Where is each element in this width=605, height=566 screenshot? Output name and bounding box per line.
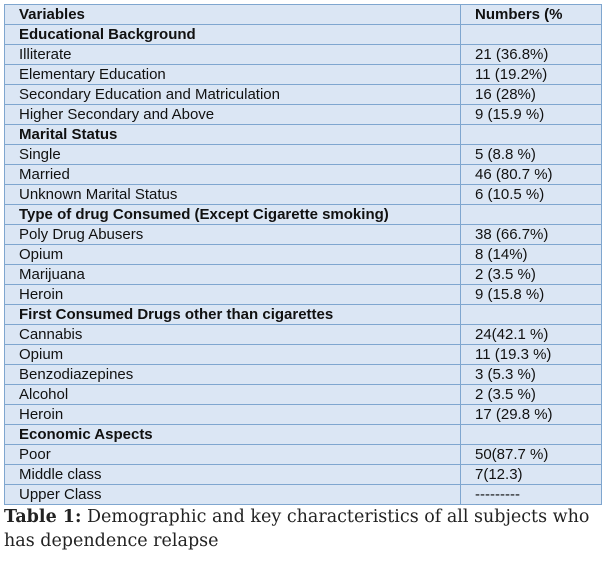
variable-cell: Married [5,165,461,185]
caption-label: Table 1: [4,507,82,527]
number-cell: 2 (3.5 %) [461,265,602,285]
variable-cell: Elementary Education [5,65,461,85]
caption-text: Demographic and key characteristics of all subjects who has dependence relapse [4,507,590,551]
table-caption [4,505,604,553]
number-cell: 17 (29.8 %) [461,405,602,425]
number-cell: 38 (66.7%) [461,225,602,245]
table-row [5,65,602,85]
variable-cell: Alcohol [5,385,461,405]
number-cell: 24(42.1 %) [461,325,602,345]
number-cell: 46 (80.7 %) [461,165,602,185]
number-cell: 21 (36.8%) [461,45,602,65]
number-cell: 11 (19.3 %) [461,345,602,365]
table-row [5,245,602,265]
variable-cell: Upper Class [5,485,461,505]
table-row [5,385,602,405]
table-row [5,345,602,365]
section-title: Economic Aspects [5,425,461,445]
section-empty-cell [461,125,602,145]
variable-cell: Poly Drug Abusers [5,225,461,245]
table-row [5,165,602,185]
table-row [5,445,602,465]
variable-cell: Higher Secondary and Above [5,105,461,125]
number-cell: 6 (10.5 %) [461,185,602,205]
section-header-row [5,125,602,145]
table-row [5,465,602,485]
section-title: Type of drug Consumed (Except Cigarette smoking) [5,205,461,225]
table-row [5,285,602,305]
table-row [5,265,602,285]
document [4,4,601,553]
variable-cell: Single [5,145,461,165]
number-cell: 3 (5.3 %) [461,365,602,385]
table-row [5,325,602,345]
variable-cell: Benzodiazepines [5,365,461,385]
section-empty-cell [461,305,602,325]
number-cell: 16 (28%) [461,85,602,105]
table-row [5,145,602,165]
variable-cell: Poor [5,445,461,465]
variable-cell: Opium [5,245,461,265]
number-cell: 5 (8.8 %) [461,145,602,165]
section-header-row [5,25,602,45]
header-variables: Variables [5,5,461,25]
header-numbers: Numbers (% [461,5,602,25]
table-row [5,85,602,105]
section-title: Marital Status [5,125,461,145]
variable-cell: Illiterate [5,45,461,65]
section-empty-cell [461,425,602,445]
number-cell: --------- [461,485,602,505]
variable-cell: Cannabis [5,325,461,345]
table-row [5,485,602,505]
section-header-row [5,425,602,445]
section-header-row [5,205,602,225]
variable-cell: Heroin [5,285,461,305]
number-cell: 50(87.7 %) [461,445,602,465]
table-row [5,225,602,245]
characteristics-table [4,4,602,505]
number-cell: 9 (15.9 %) [461,105,602,125]
number-cell: 8 (14%) [461,245,602,265]
section-header-row [5,305,602,325]
table-row [5,105,602,125]
table-body [5,25,602,505]
variable-cell: Marijuana [5,265,461,285]
table-header-row [5,5,602,25]
number-cell: 7(12.3) [461,465,602,485]
table-row [5,405,602,425]
number-cell: 2 (3.5 %) [461,385,602,405]
section-title: First Consumed Drugs other than cigarettes [5,305,461,325]
section-empty-cell [461,205,602,225]
table-row [5,365,602,385]
number-cell: 11 (19.2%) [461,65,602,85]
section-title: Educational Background [5,25,461,45]
variable-cell: Middle class [5,465,461,485]
variable-cell: Unknown Marital Status [5,185,461,205]
number-cell: 9 (15.8 %) [461,285,602,305]
variable-cell: Secondary Education and Matriculation [5,85,461,105]
section-empty-cell [461,25,602,45]
table-row [5,185,602,205]
variable-cell: Heroin [5,405,461,425]
table-row [5,45,602,65]
variable-cell: Opium [5,345,461,365]
